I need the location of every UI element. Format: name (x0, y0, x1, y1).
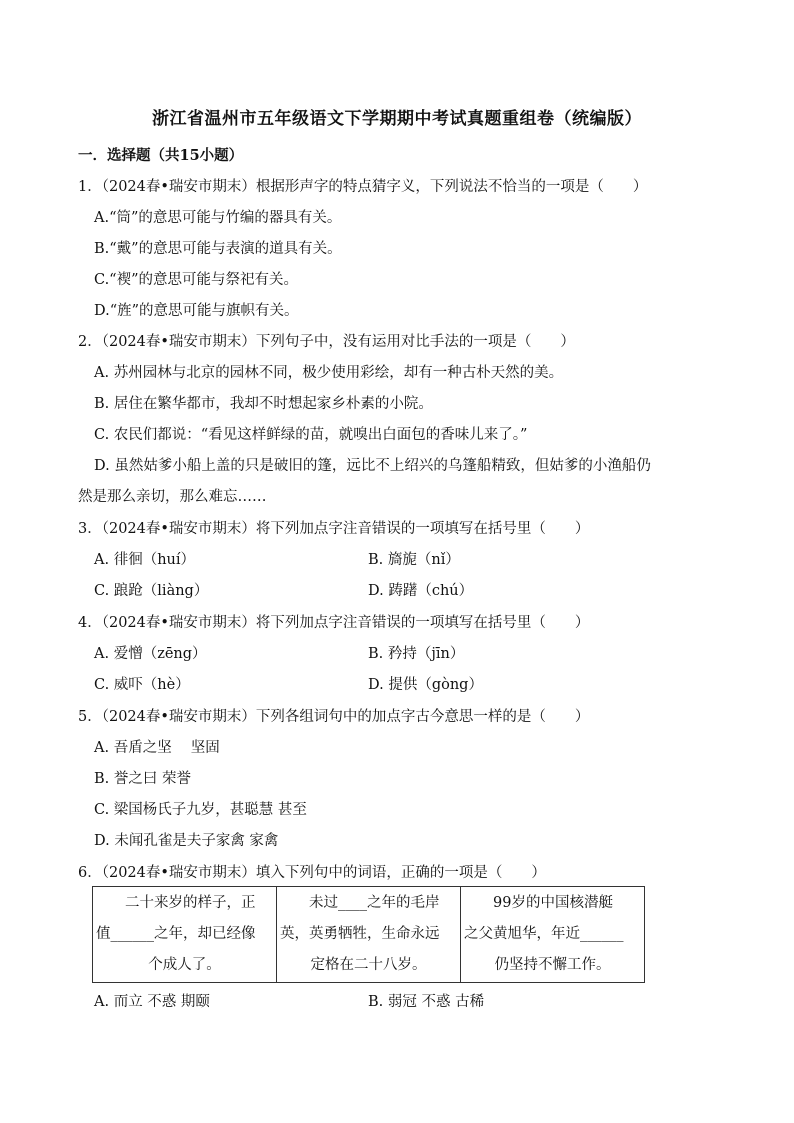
question-5-option-c[interactable]: C. 梁国杨氏子九岁，甚聪慧 甚至 (94, 802, 307, 818)
question-3-option-b[interactable]: B. 旖旎（nǐ） (368, 552, 460, 568)
question-3-option-a[interactable]: A. 徘徊（huí） (94, 552, 196, 568)
question-4-option-d[interactable]: D. 提供（gòng） (368, 677, 483, 693)
question-2-option-d[interactable]: D. 虽然姑爹小船上盖的只是破旧的篷，远比不上绍兴的乌篷船精致，但姑爹的小渔船仍 (94, 458, 651, 474)
question-5-option-a[interactable]: A. 吾盾之坚 坚固 (94, 740, 220, 756)
question-3-option-d[interactable]: D. 踌躇（chú） (368, 583, 474, 599)
question-1-option-b[interactable]: B.“戴”的意思可能与表演的道具有关。 (94, 241, 342, 257)
question-6-cell-1: 二十来岁的样子，正 值______之年，却已经像 个成人了。 (93, 887, 277, 983)
question-2-option-d-continued: 然是那么亲切，那么难忘…… (78, 489, 267, 505)
question-2-option-a[interactable]: A. 苏州园林与北京的园林不同，极少使用彩绘，却有一种古朴天然的美。 (94, 365, 564, 381)
page-title: 浙江省温州市五年级语文下学期期中考试真题重组卷（统编版） (152, 109, 642, 129)
question-2-option-c[interactable]: C. 农民们都说：“看见这样鲜绿的苗，就嗅出白面包的香味儿来了。” (94, 427, 528, 443)
question-5-option-d[interactable]: D. 未闻孔雀是夫子家禽 家禽 (94, 833, 279, 849)
question-2-option-b[interactable]: B. 居住在繁华都市，我却不时想起家乡朴素的小院。 (94, 396, 433, 412)
question-6-table (92, 886, 645, 983)
question-1-option-a[interactable]: A.“筒”的意思可能与竹编的器具有关。 (94, 210, 342, 226)
question-6-option-b[interactable]: B. 弱冠 不惑 古稀 (368, 994, 485, 1010)
section-heading: 一．选择题（共15小题） (78, 147, 244, 164)
question-1-stem: 1．（2024春•瑞安市期末）根据形声字的特点猜字义，下列说法不恰当的一项是（ ） (78, 179, 648, 195)
question-5-stem: 5．（2024春•瑞安市期末）下列各组词句中的加点字古今意思一样的是（ ） (78, 709, 590, 725)
question-6-cell-2: 未过____之年的毛岸 英，英勇牺牲，生命永远 定格在二十八岁。 (277, 887, 461, 983)
question-4-option-b[interactable]: B. 矜持（jīn） (368, 646, 465, 662)
question-2-stem: 2．（2024春•瑞安市期末）下列句子中，没有运用对比手法的一项是（ ） (78, 334, 575, 350)
question-5-option-b[interactable]: B. 誉之曰 荣誉 (94, 771, 191, 787)
question-4-option-a[interactable]: A. 爱憎（zēng） (94, 646, 207, 662)
question-4-stem: 4．（2024春•瑞安市期末）将下列加点字注音错误的一项填写在括号里（ ） (78, 615, 590, 631)
question-6-stem: 6．（2024春•瑞安市期末）填入下列句中的词语，正确的一项是（ ） (78, 865, 546, 881)
question-4-option-c[interactable]: C. 威吓（hè） (94, 677, 190, 693)
question-6-option-a[interactable]: A. 而立 不惑 期颐 (94, 994, 210, 1010)
question-1-option-c[interactable]: C.“褉”的意思可能与祭祀有关。 (94, 272, 299, 288)
question-1-option-d[interactable]: D.“旌”的意思可能与旗帜有关。 (94, 303, 299, 319)
question-6-cell-3: 99岁的中国核潜艇 之父黄旭华，年近______ 仍坚持不懈工作。 (461, 887, 645, 983)
question-3-stem: 3．（2024春•瑞安市期末）将下列加点字注音错误的一项填写在括号里（ ） (78, 521, 590, 537)
question-3-option-c[interactable]: C. 踉跄（liàng） (94, 583, 209, 599)
